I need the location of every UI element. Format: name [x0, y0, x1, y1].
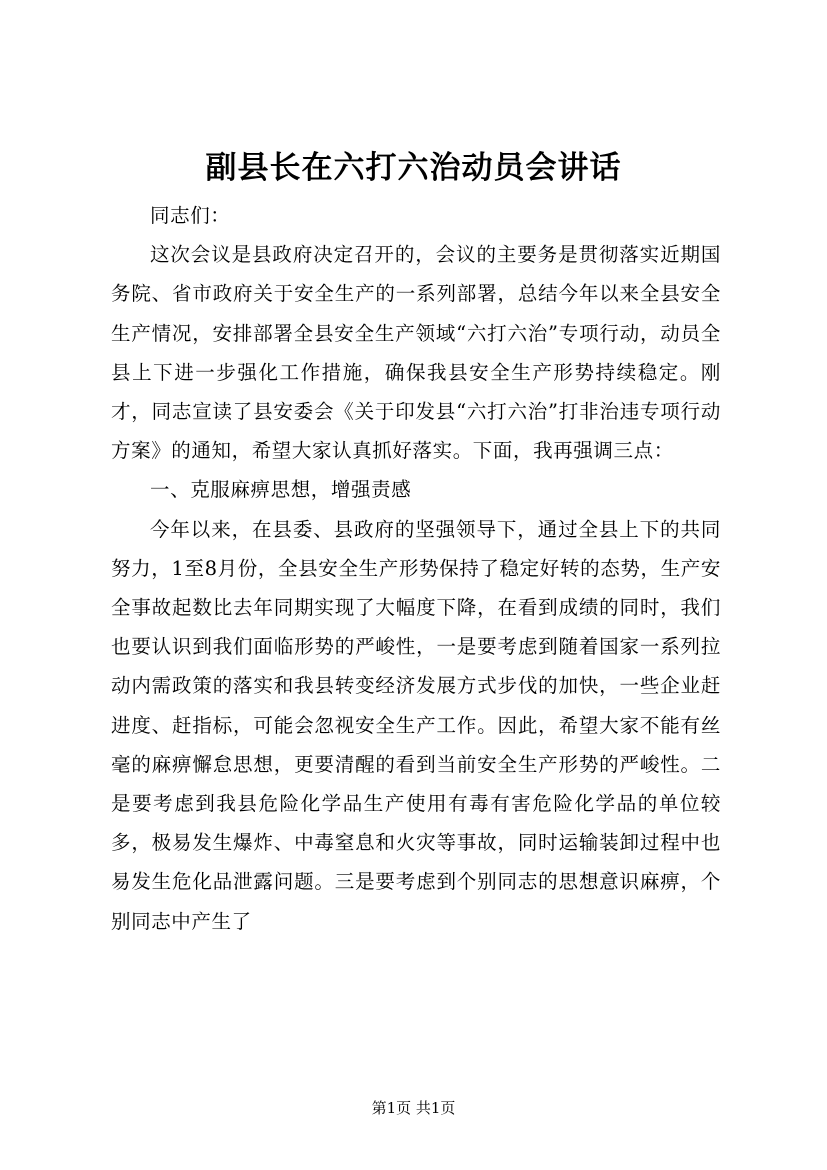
intro-paragraph: 这次会议是县政府决定召开的，会议的主要务是贯彻落实近期国务院、省市政府关于安全生产的一系列部署，总结今年以来全县安全生产情况，安排部署全县安全生产领域“六打六治”专项行动，动员全县上下进一步强化工作措施，确保我县安全生产形势持续稳定。刚才，同志宣读了县安委会《关于印发县“六打六治”打非治违专项行动方案》的通知，希望大家认真抓好落实。下面，我再强调三点： — [111, 243, 721, 463]
section-1-paragraph: 今年以来，在县委、县政府的坚强领导下，通过全县上下的共同努力，1至8月份，全县安全生产形势保持了稳定好转的态势，生产安全事故起数比去年同期实现了大幅度下降，在看到成绩的同时，我们也要认识到我们面临形势的严峻性，一是要考虑到随着国家一系列拉动内需政策的落实和我县转变经济发展方式步伐的加快，一些企业赶进度、赶指标，可能会忽视安全生产工作。因此，希望大家不能有丝毫的麻痹懈怠思想，更要清醒的看到当前安全生产形势的严峻性。二是要考虑到我县危险化学品生产使用有毒有害危险化学品的单位较多，极易发生爆炸、中毒窒息和火灾等事故，同时运输装卸过程中也易发生危化品泄露问题。三是要考虑到个别同志的思想意识麻痹，个别同志中产生了 — [111, 517, 721, 933]
document-title: 副县长在六打六治动员会讲话 — [205, 150, 622, 186]
salutation-paragraph: 同志们： — [150, 204, 231, 227]
document-body — [111, 196, 721, 941]
section-heading-1: 一、克服麻痹思想，增强责感 — [150, 478, 412, 502]
page-footer: 第1页 共1页 — [371, 1099, 456, 1117]
